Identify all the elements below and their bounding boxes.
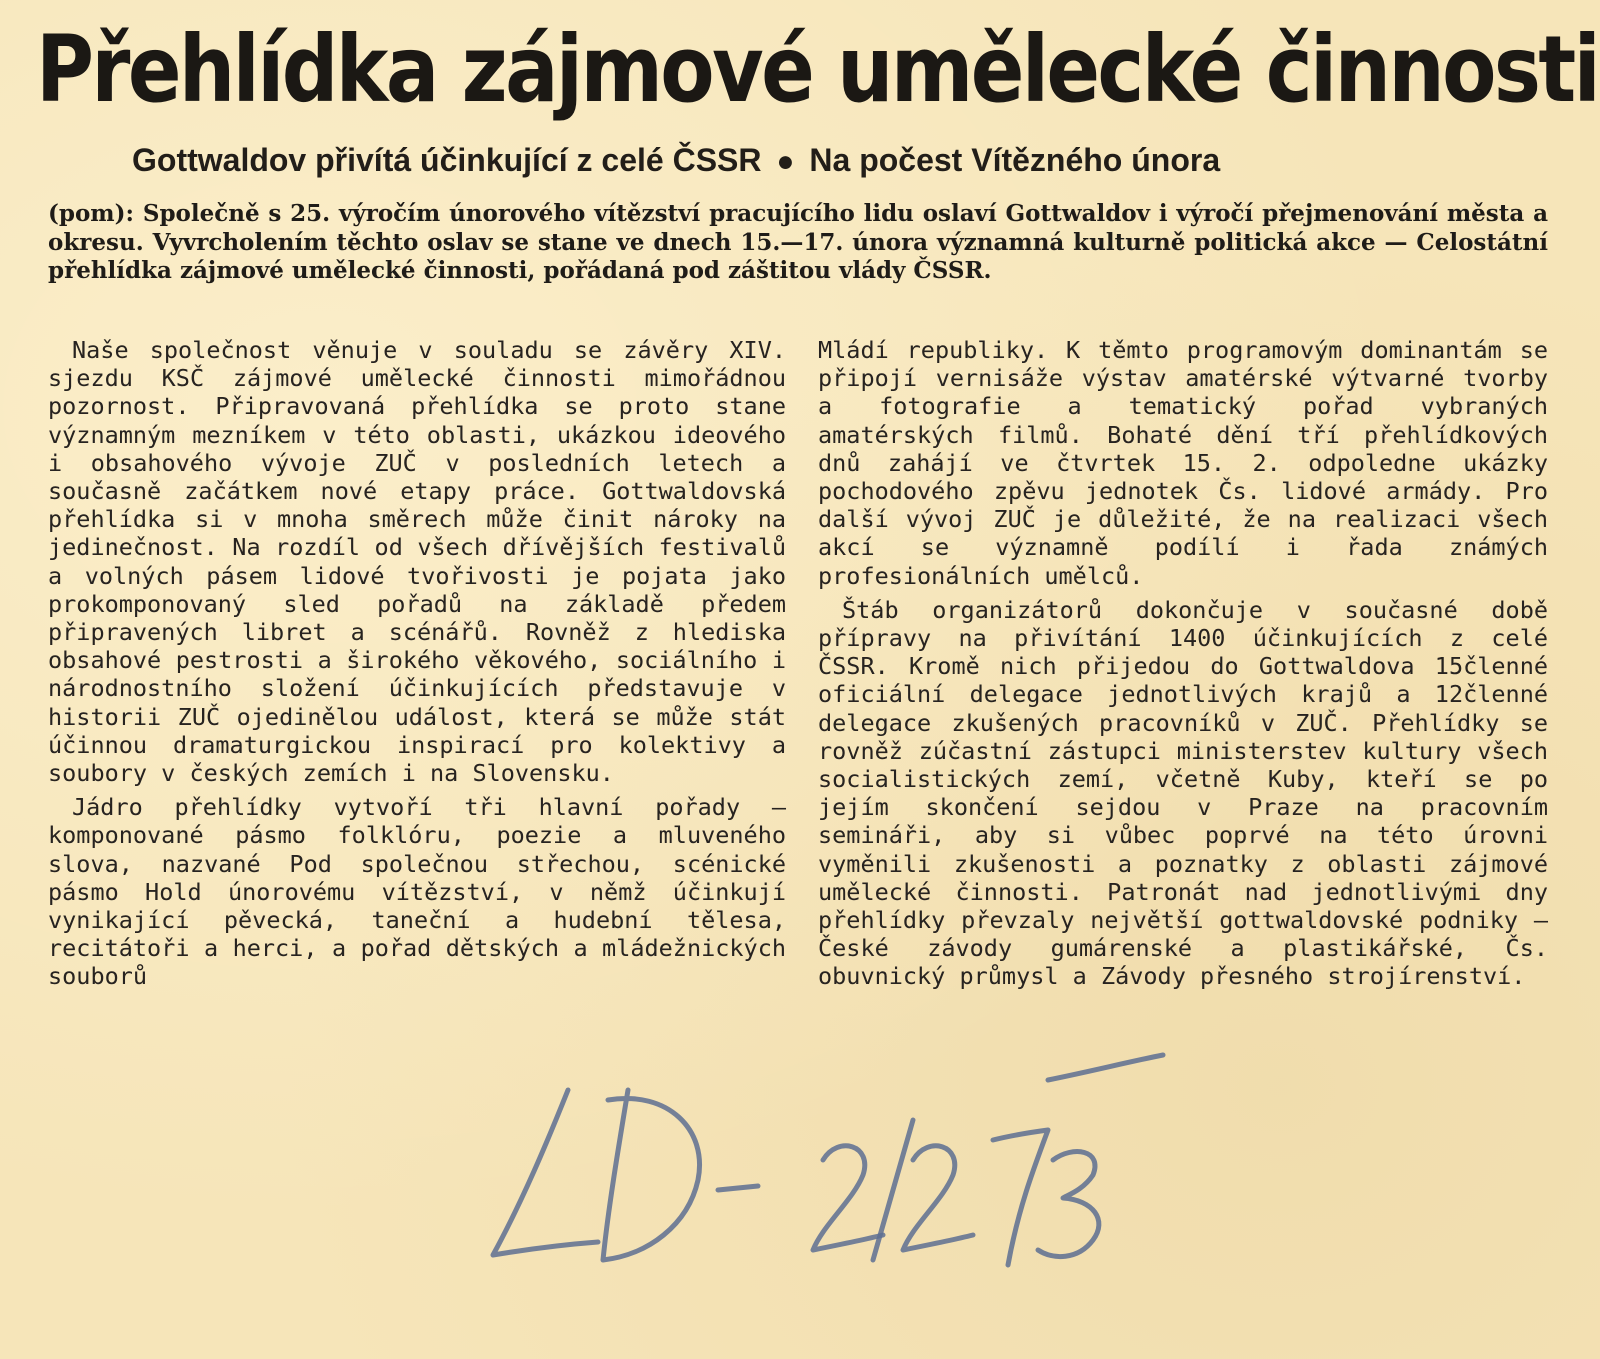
right-column-paragraph-2: Štáb organizátorů dokončuje v současné době přípravy na přivítání 1400 účinkujících z celé ČSSR. Kromě nich přijedou do Gottwaldova 15členné oficiální delegace jednotlivých krajů a 12členné delegace zkušených pracovníků v ZUČ. Přehlídky se rovněž zúčastní zástupci ministerstev kultury všech socialistických zemí, včetně Kuby, kteří se po jejím skončení sejdou v Praze na pracovním semináři, aby si vůbec poprvé na této úrovni vyměnili zkušenosti a poznatky z oblasti zájmové umělecké činnosti. Patronát nad jednotlivými dny přehlídky převzaly největší gottwaldovské podniky — České závody gumárenské a plastikářské, Čs. obuvnický průmysl a Závody přesného strojírenství. bbox=[818, 595, 1548, 991]
left-column-paragraph-1: Naše společnost věnuje v souladu se závěry XIV. sjezdu KSČ zájmové umělecké činnosti mimořádnou pozornost. Připravovaná přehlídka se proto stane významným mezníkem v této oblasti, ukázkou ideového i obsahového vývoje ZUČ v posledních letech a současně začátkem nové etapy práce. Gottwaldovská přehlídka si v mnoha směrech může činit nároky na jedinečnost. Na rozdíl od všech dřívějších festivalů a volných pásem lidové tvořivosti je pojata jako prokomponovaný sled pořadů na základě předem připravených libret a scénářů. Rovněž z hlediska obsahové pestrosti a širokého věkového, sociálního i národnostního složení účinkujících představuje v historii ZUČ ojedinělou událost, která se může stát účinnou dramaturgickou inspirací pro kolektivy a soubory v českých zemích i na Slovensku. bbox=[48, 336, 786, 788]
article-right-column bbox=[818, 336, 1548, 991]
left-column-paragraph-2: Jádro přehlídky vytvoří tři hlavní pořady — komponované pásmo folklóru, poezie a mluveného slova, nazvané Pod společnou střechou, scénické pásmo Hold únorovému vítězství, v němž účinkují vynikající pěvecká, taneční a hudební tělesa, recitátoři a herci, a pořad dětských a mládežnických souborů bbox=[48, 793, 786, 991]
subheadline-bullet: ● bbox=[776, 145, 795, 178]
right-column-paragraph-1: Mládí republiky. K těmto programovým dominantám se připojí vernisáže výstav amatérské výtvarné tvorby a fotografie a tematický pořad vybraných amatérských filmů. Bohaté dění tří přehlídkových dnů zahájí ve čtvrtek 15. 2. odpoledne ukázky pochodového zpěvu jednotek Čs. lidové armády. Pro další vývoj ZUČ je důležité, že na realizaci všech akcí se významně podílí i řada známých profesionálních umělců. bbox=[818, 336, 1548, 590]
handwritten-dash bbox=[718, 1186, 758, 1190]
subheadline-part-2: Na počest Vítězného února bbox=[809, 142, 1221, 178]
handwritten-letter-d bbox=[603, 1090, 700, 1260]
article-headline: Přehlídka zájmové umělecké činnosti bbox=[36, 16, 1599, 123]
handwritten-digit-2-first bbox=[813, 1146, 883, 1250]
handwritten-digit-7 bbox=[993, 1130, 1048, 1265]
handwritten-date-note bbox=[468, 1050, 1168, 1330]
handwritten-letter-l bbox=[493, 1090, 598, 1255]
article-lead-paragraph: (pom): Společně s 25. výročím únorového vítězství pracujícího lidu oslaví Gottwaldov i výročí přejmenování města a okresu. Vyvrcholením těchto oslav se stane ve dnech 15.—17. února významná kulturně politická akce — Celostátní přehlídka zájmové umělecké činnosti, pořádaná pod záštitou vlády ČSSR. bbox=[48, 200, 1548, 284]
article-subheadline bbox=[132, 140, 1492, 182]
handwritten-overline bbox=[1048, 1055, 1163, 1080]
handwritten-digit-3 bbox=[1038, 1152, 1099, 1257]
handwritten-digit-2-second bbox=[903, 1146, 973, 1250]
subheadline-part-1: Gottwaldov přivítá účinkující z celé ČSSR bbox=[132, 142, 762, 178]
article-left-column bbox=[48, 336, 786, 991]
